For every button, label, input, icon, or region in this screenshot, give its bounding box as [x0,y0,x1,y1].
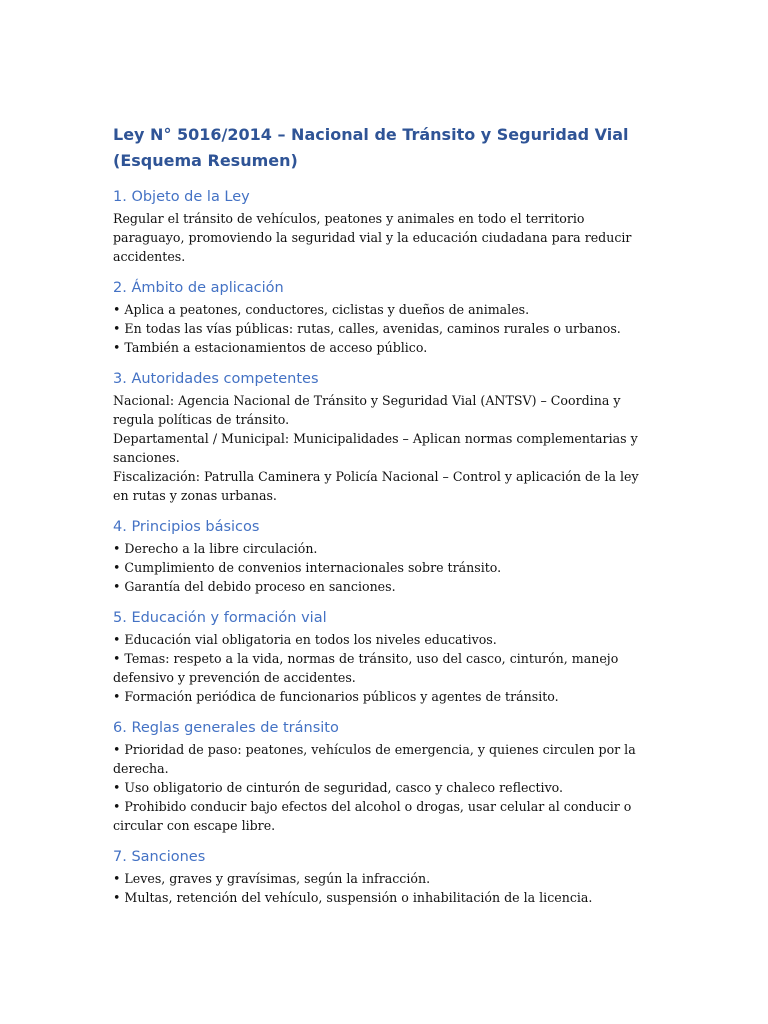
paragraph-line: Nacional: Agencia Nacional de Tránsito y Seguridad Vial (ANTSV) – Coordina y regula políticas de tránsito. [113,393,621,427]
document-page [113,122,653,918]
bullet-line: • Derecho a la libre circulación. [113,541,318,556]
section-reglas [113,717,653,835]
bullet-line: • Prohibido conducir bajo efectos del alcohol o drogas, usar celular al conducir o circular con escape libre. [113,799,632,833]
section-autoridades [113,368,653,505]
section-body [113,539,653,596]
section-ambito [113,277,653,357]
paragraph-line: Regular el tránsito de vehículos, peatones y animales en todo el territorio paraguayo, promoviendo la seguridad vial y la educación ciudadana para reducir accidentes. [113,211,632,264]
bullet-line: • Temas: respeto a la vida, normas de tránsito, uso del casco, cinturón, manejo defensivo y prevención de accidentes. [113,651,619,685]
bullet-line: • También a estacionamientos de acceso público. [113,340,428,355]
bullet-line: • Educación vial obligatoria en todos los niveles educativos. [113,632,497,647]
section-heading: 7. Sanciones [113,849,206,865]
section-body [113,630,653,706]
section-objeto [113,186,653,266]
section-heading: 5. Educación y formación vial [113,610,327,626]
bullet-line: • Uso obligatorio de cinturón de seguridad, casco y chaleco reflectivo. [113,780,564,795]
section-body [113,869,653,907]
paragraph-line: Fiscalización: Patrulla Caminera y Policía Nacional – Control y aplicación de la ley en rutas y zonas urbanas. [113,469,639,503]
section-body [113,209,653,266]
section-heading: 1. Objeto de la Ley [113,189,250,205]
section-principios [113,516,653,596]
bullet-line: • Multas, retención del vehículo, suspensión o inhabilitación de la licencia. [113,890,593,905]
section-educacion [113,607,653,706]
section-heading: 3. Autoridades competentes [113,371,319,387]
section-body [113,300,653,357]
section-heading: 2. Ámbito de aplicación [113,280,284,296]
section-sanciones [113,846,653,907]
section-heading: 6. Reglas generales de tránsito [113,720,339,736]
section-body [113,740,653,835]
bullet-line: • Cumplimiento de convenios internacionales sobre tránsito. [113,560,502,575]
section-body [113,391,653,505]
document-title: Ley N° 5016/2014 – Nacional de Tránsito y Seguridad Vial (Esquema Resumen) [113,125,629,170]
bullet-line: • Prioridad de paso: peatones, vehículos de emergencia, y quienes circulen por la derecha. [113,742,636,776]
bullet-line: • Leves, graves y gravísimas, según la infracción. [113,871,431,886]
section-heading: 4. Principios básicos [113,519,260,535]
bullet-line: • En todas las vías públicas: rutas, calles, avenidas, caminos rurales o urbanos. [113,321,621,336]
bullet-line: • Formación periódica de funcionarios públicos y agentes de tránsito. [113,689,559,704]
bullet-line: • Aplica a peatones, conductores, ciclistas y dueños de animales. [113,302,530,317]
bullet-line: • Garantía del debido proceso en sanciones. [113,579,396,594]
paragraph-line: Departamental / Municipal: Municipalidades – Aplican normas complementarias y sanciones. [113,431,638,465]
